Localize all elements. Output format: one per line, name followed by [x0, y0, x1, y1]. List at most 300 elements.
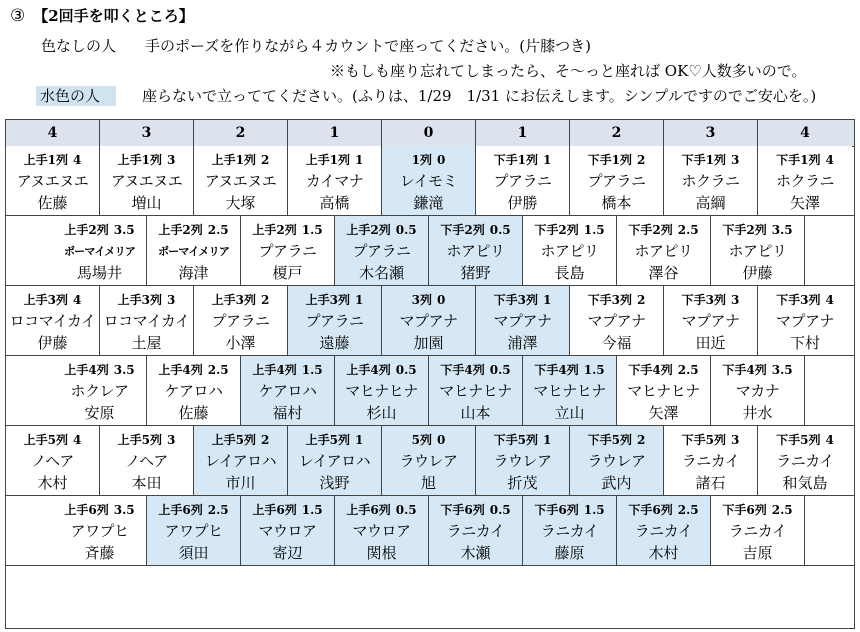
column-header: 1 — [476, 120, 570, 146]
position-cell — [570, 146, 664, 216]
position-cell — [664, 146, 758, 216]
member-name: 武内 — [601, 474, 632, 492]
group-name: プアラニ — [258, 242, 317, 260]
position-offset-label: 1.5 — [301, 223, 323, 237]
position-cell — [382, 426, 476, 496]
member-name: 長島 — [554, 264, 585, 282]
column-header: 3 — [100, 120, 194, 146]
member-name: 矢澤 — [648, 404, 679, 422]
position-offset-label: 1 — [543, 433, 552, 447]
column-header: 3 — [664, 120, 758, 146]
member-name: 旭 — [420, 474, 436, 492]
position-row-label: 上手4列 — [64, 363, 109, 377]
position-row-label: 上手1列 — [23, 153, 68, 167]
position-cell — [758, 426, 852, 496]
position-offset-label: 4 — [825, 153, 834, 167]
position-cell — [429, 216, 523, 286]
position-cell — [476, 426, 570, 496]
position-label — [100, 291, 193, 308]
column-header: 0 — [382, 120, 476, 146]
position-label — [241, 221, 334, 238]
position-label — [758, 431, 852, 448]
position-label — [288, 431, 381, 448]
position-label — [429, 501, 522, 518]
position-cell — [241, 356, 335, 426]
position-label — [711, 221, 804, 238]
group-name: マプアナ — [681, 312, 740, 330]
position-label — [570, 431, 663, 448]
position-label — [147, 501, 240, 518]
member-name: 斉藤 — [84, 544, 115, 562]
lightblue-instruction: 座らないで立っててください。(ふりは、1/29 1/31 にお伝えします。シンプルですのでご安心を。) — [142, 87, 817, 105]
column-header: 1 — [288, 120, 382, 146]
group-name: マヒナヒナ — [345, 382, 418, 400]
member-name: 安原 — [84, 404, 115, 422]
member-name: 下村 — [789, 334, 820, 352]
group-name: マプアナ — [587, 312, 646, 330]
position-offset-label: 1 — [355, 433, 364, 447]
group-name: レイモミ — [399, 172, 458, 190]
position-label — [617, 221, 710, 238]
position-row-label: 下手6列 — [722, 503, 767, 517]
position-offset-label: 0.5 — [395, 223, 417, 237]
member-name: 福村 — [272, 404, 303, 422]
position-row-label: 下手4列 — [628, 363, 673, 377]
group-name: マウロア — [352, 522, 411, 540]
uncolored-instruction: 手のポーズを作りながら４カウントで座ってください。(片膝つき) — [145, 37, 591, 55]
position-label — [570, 291, 663, 308]
position-cell — [523, 356, 617, 426]
member-name: 須田 — [178, 544, 209, 562]
position-row-label: 上手6列 — [158, 503, 203, 517]
position-cell — [382, 146, 476, 216]
position-row-label: 上手5列 — [305, 433, 350, 447]
member-name: 猪野 — [460, 264, 491, 282]
group-name: レイアロハ — [204, 452, 277, 470]
position-row-label: 上手1列 — [117, 153, 162, 167]
position-offset-label: 3.5 — [771, 223, 793, 237]
group-name: マプアナ — [399, 312, 458, 330]
position-label — [6, 291, 99, 308]
position-row-label: 下手2列 — [440, 223, 485, 237]
group-name: プアラニ — [305, 312, 364, 330]
member-name: 山本 — [460, 404, 491, 422]
member-name: 佐藤 — [37, 194, 68, 212]
member-name: 伊勝 — [507, 194, 538, 212]
position-cell — [664, 286, 758, 356]
member-name: 市川 — [225, 474, 256, 492]
position-row-label: 下手5列 — [681, 433, 726, 447]
position-offset-label: 2 — [637, 433, 646, 447]
position-label — [100, 151, 193, 168]
position-label — [523, 501, 616, 518]
position-cell — [100, 426, 194, 496]
member-name: 大塚 — [225, 194, 256, 212]
position-cell — [241, 496, 335, 566]
position-cell — [335, 216, 429, 286]
position-cell — [476, 146, 570, 216]
position-label — [382, 291, 475, 308]
group-name: プアラニ — [352, 242, 411, 260]
member-name: 矢澤 — [789, 194, 820, 212]
position-offset-label: 0.5 — [489, 223, 511, 237]
group-name: カイマナ — [305, 172, 364, 190]
position-offset-label: 1 — [355, 153, 364, 167]
member-name: 土屋 — [131, 334, 162, 352]
group-name: マプアナ — [775, 312, 834, 330]
position-row-label: 下手1列 — [493, 153, 538, 167]
position-label — [476, 431, 569, 448]
position-offset-label: 2 — [261, 293, 270, 307]
position-label — [53, 501, 146, 518]
position-row-label: 下手3列 — [681, 293, 726, 307]
section-title — [10, 6, 194, 26]
member-name: 木村 — [37, 474, 68, 492]
position-cell — [758, 146, 852, 216]
position-cell — [241, 216, 335, 286]
member-name: 和気島 — [782, 474, 828, 492]
position-row-label: 下手3列 — [587, 293, 632, 307]
section-heading: 【2回手を叩くところ】 — [33, 7, 194, 25]
position-cell — [53, 216, 147, 286]
position-cell — [288, 146, 382, 216]
position-label — [758, 291, 852, 308]
member-name: 浅野 — [319, 474, 350, 492]
position-cell — [523, 216, 617, 286]
member-name: 木瀬 — [460, 544, 491, 562]
position-label — [429, 361, 522, 378]
position-cell — [194, 286, 288, 356]
position-offset-label: 2 — [261, 153, 270, 167]
member-name: 立山 — [554, 404, 585, 422]
member-name: 遠藤 — [319, 334, 350, 352]
position-label — [194, 431, 287, 448]
group-name: マヒナヒナ — [627, 382, 700, 400]
position-cell — [147, 216, 241, 286]
position-offset-label: 0 — [437, 293, 446, 307]
member-name: 伊藤 — [37, 334, 68, 352]
position-offset-label: 3.5 — [771, 363, 793, 377]
group-name: ラニカイ — [776, 452, 834, 470]
group-name: プアラニ — [493, 172, 552, 190]
position-offset-label: 1.5 — [301, 503, 323, 517]
position-cell — [335, 356, 429, 426]
member-name: 本田 — [131, 474, 162, 492]
position-label — [664, 151, 757, 168]
member-name: 浦澤 — [507, 334, 538, 352]
position-offset-label: 3 — [731, 153, 740, 167]
group-name: マウロア — [258, 522, 317, 540]
position-cell — [100, 146, 194, 216]
group-name: ケアロハ — [164, 382, 223, 400]
position-offset-label: 1.5 — [583, 363, 605, 377]
member-name: 吉原 — [742, 544, 773, 562]
position-row-label: 上手3列 — [211, 293, 256, 307]
position-label — [617, 361, 710, 378]
position-offset-label: 2.5 — [771, 503, 793, 517]
position-cell — [382, 286, 476, 356]
position-cell — [429, 496, 523, 566]
position-offset-label: 2 — [637, 293, 646, 307]
position-offset-label: 3 — [731, 433, 740, 447]
position-offset-label: 4 — [73, 433, 82, 447]
position-row-label: 下手2列 — [628, 223, 673, 237]
group-name: ホアピリ — [540, 242, 599, 260]
position-cell — [288, 426, 382, 496]
position-row-label: 下手1列 — [776, 153, 821, 167]
position-cell — [711, 496, 805, 566]
group-name: ホクラニ — [775, 172, 834, 190]
position-offset-label: 4 — [825, 293, 834, 307]
position-offset-label: 3 — [167, 433, 176, 447]
group-name: ホクレア — [70, 382, 129, 400]
position-label — [147, 221, 240, 238]
position-row-label: 上手5列 — [117, 433, 162, 447]
position-row-label: 下手3列 — [776, 293, 821, 307]
group-name: マカナ — [735, 382, 780, 400]
group-name: ラニカイ — [681, 452, 740, 470]
position-label — [6, 431, 99, 448]
position-row-label: 上手2列 — [158, 223, 203, 237]
position-cell — [570, 286, 664, 356]
position-label — [523, 221, 616, 238]
position-cell — [664, 426, 758, 496]
column-header: 2 — [194, 120, 288, 146]
position-row-label: 下手6列 — [534, 503, 579, 517]
position-cell — [429, 356, 523, 426]
position-label — [476, 291, 569, 308]
position-label — [711, 501, 804, 518]
member-name: 佐藤 — [178, 404, 209, 422]
group-name: ノヘア — [125, 452, 168, 470]
position-row-label: 上手2列 — [346, 223, 391, 237]
position-label — [53, 361, 146, 378]
position-row-label: 5列 — [411, 433, 432, 447]
group-name: アヌエヌエ — [16, 172, 89, 190]
member-name: 伊藤 — [742, 264, 773, 282]
position-row-label: 上手6列 — [252, 503, 297, 517]
member-name: 藤原 — [554, 544, 585, 562]
member-name: 榎戸 — [272, 264, 303, 282]
group-name: ラニカイ — [728, 522, 787, 540]
formation-grid — [5, 119, 855, 629]
position-offset-label: 0.5 — [395, 363, 417, 377]
position-offset-label: 1.5 — [301, 363, 323, 377]
position-row-label: 上手2列 — [252, 223, 297, 237]
position-row-label: 下手4列 — [534, 363, 579, 377]
position-cell — [758, 286, 852, 356]
position-offset-label: 3 — [167, 293, 176, 307]
position-row-label: 上手6列 — [346, 503, 391, 517]
group-name: ホアピリ — [634, 242, 693, 260]
position-row-label: 上手4列 — [158, 363, 203, 377]
position-row-label: 下手4列 — [722, 363, 767, 377]
position-cell — [335, 496, 429, 566]
position-label — [194, 151, 287, 168]
position-label — [335, 221, 428, 238]
group-name: ラニカイ — [540, 522, 599, 540]
section-number: ③ — [10, 6, 26, 26]
column-header-row — [6, 120, 854, 147]
position-row-label: 下手5列 — [587, 433, 632, 447]
group-name: ホアピリ — [728, 242, 787, 260]
position-row-label: 1列 — [411, 153, 432, 167]
position-label — [288, 291, 381, 308]
position-cell — [617, 496, 711, 566]
position-offset-label: 1.5 — [583, 503, 605, 517]
position-offset-label: 0 — [437, 433, 446, 447]
position-offset-label: 0.5 — [489, 503, 511, 517]
position-offset-label: 2.5 — [677, 223, 699, 237]
position-offset-label: 3 — [731, 293, 740, 307]
member-name: 高橋 — [319, 194, 350, 212]
position-label — [194, 291, 287, 308]
member-name: 関根 — [366, 544, 397, 562]
group-name: ホアピリ — [446, 242, 505, 260]
position-row-label: 下手2列 — [534, 223, 579, 237]
position-row-label: 上手3列 — [117, 293, 162, 307]
position-offset-label: 2.5 — [677, 363, 699, 377]
position-offset-label: 2 — [637, 153, 646, 167]
position-cell — [53, 356, 147, 426]
position-row-label: 下手3列 — [493, 293, 538, 307]
position-label — [53, 221, 146, 238]
position-label — [664, 431, 757, 448]
position-offset-label: 2.5 — [207, 363, 229, 377]
group-name: マヒナヒナ — [533, 382, 606, 400]
group-name: アヌエヌエ — [204, 172, 277, 190]
group-name: ラウレア — [587, 452, 646, 470]
member-name: 鎌滝 — [413, 194, 444, 212]
position-row-label: 上手6列 — [64, 503, 109, 517]
position-row-label: 3列 — [411, 293, 432, 307]
member-name: 諸石 — [695, 474, 726, 492]
position-label — [288, 151, 381, 168]
member-name: 高綱 — [695, 194, 726, 212]
position-row-label: 上手1列 — [211, 153, 256, 167]
member-name: 杉山 — [366, 404, 397, 422]
position-cell — [570, 426, 664, 496]
column-header: 2 — [570, 120, 664, 146]
position-offset-label: 1.5 — [583, 223, 605, 237]
instruction-note: ※もしも座り忘れてしまったら、そ〜っと座れば OK♡人数多いので。 — [330, 62, 807, 80]
position-cell — [476, 286, 570, 356]
group-name: ホクラニ — [681, 172, 740, 190]
position-offset-label: 3 — [167, 153, 176, 167]
member-name: 今福 — [601, 334, 632, 352]
group-name: ケアロハ — [258, 382, 317, 400]
group-name: アワプヒ — [70, 522, 129, 540]
position-offset-label: 2.5 — [207, 223, 229, 237]
position-label — [6, 151, 99, 168]
position-label — [523, 361, 616, 378]
position-label — [476, 151, 569, 168]
position-offset-label: 3.5 — [113, 223, 135, 237]
position-cell — [53, 496, 147, 566]
group-name: ラニカイ — [446, 522, 505, 540]
position-row-label: 上手4列 — [346, 363, 391, 377]
position-offset-label: 3.5 — [113, 363, 135, 377]
member-name: 折茂 — [507, 474, 538, 492]
position-offset-label: 1 — [543, 293, 552, 307]
position-cell — [711, 216, 805, 286]
position-offset-label: 0 — [437, 153, 446, 167]
position-row-label: 上手3列 — [23, 293, 68, 307]
position-cell — [100, 286, 194, 356]
position-row-label: 上手5列 — [23, 433, 68, 447]
column-header: 4 — [800, 125, 810, 141]
lightblue-label: 水色の人 — [36, 86, 116, 106]
member-name: 橋本 — [601, 194, 632, 212]
group-name: マヒナヒナ — [439, 382, 512, 400]
member-name: 木名瀬 — [358, 264, 404, 282]
group-name: マプアナ — [493, 312, 552, 330]
position-row-label: 下手5列 — [776, 433, 821, 447]
member-name: 小澤 — [225, 334, 256, 352]
position-row-label: 上手2列 — [64, 223, 109, 237]
position-offset-label: 1 — [543, 153, 552, 167]
position-cell — [617, 356, 711, 426]
group-name: ラウレア — [493, 452, 552, 470]
position-row-label: 下手6列 — [440, 503, 485, 517]
position-label — [241, 361, 334, 378]
position-offset-label: 4 — [73, 293, 82, 307]
group-name: ノヘア — [31, 452, 74, 470]
position-label — [570, 151, 663, 168]
position-row-label: 上手3列 — [305, 293, 350, 307]
position-offset-label: 3.5 — [113, 503, 135, 517]
position-label — [664, 291, 757, 308]
position-offset-label: 2.5 — [677, 503, 699, 517]
group-name: アヌエヌエ — [110, 172, 183, 190]
group-name: ポーマイメリア — [63, 245, 136, 258]
position-offset-label: 2.5 — [207, 503, 229, 517]
position-offset-label: 4 — [73, 153, 82, 167]
member-name: 加園 — [413, 334, 444, 352]
group-name: アワプヒ — [164, 522, 223, 540]
member-name: 木村 — [648, 544, 679, 562]
member-name: 井水 — [742, 404, 773, 422]
member-name: 馬場井 — [76, 264, 122, 282]
position-label — [711, 361, 804, 378]
instructions-header — [0, 0, 860, 118]
position-row-label: 上手5列 — [211, 433, 256, 447]
position-row-label: 下手2列 — [722, 223, 767, 237]
position-label — [429, 221, 522, 238]
group-name: ラウレア — [399, 452, 458, 470]
position-cell — [711, 356, 805, 426]
position-cell — [6, 146, 100, 216]
member-name: 増山 — [131, 194, 162, 212]
position-label — [335, 361, 428, 378]
position-cell — [6, 286, 100, 356]
group-name: ラニカイ — [634, 522, 693, 540]
position-cell — [617, 216, 711, 286]
instruction-line-uncolored — [41, 36, 591, 56]
position-label — [147, 361, 240, 378]
position-label — [617, 501, 710, 518]
position-row-label: 下手1列 — [587, 153, 632, 167]
position-offset-label: 0.5 — [395, 503, 417, 517]
position-label — [241, 501, 334, 518]
group-name: レイアロハ — [298, 452, 371, 470]
position-row-label: 下手1列 — [681, 153, 726, 167]
position-label — [382, 151, 475, 168]
member-name: 澤谷 — [648, 264, 679, 282]
position-offset-label: 1 — [355, 293, 364, 307]
position-offset-label: 4 — [825, 433, 834, 447]
position-row-label: 下手4列 — [440, 363, 485, 377]
